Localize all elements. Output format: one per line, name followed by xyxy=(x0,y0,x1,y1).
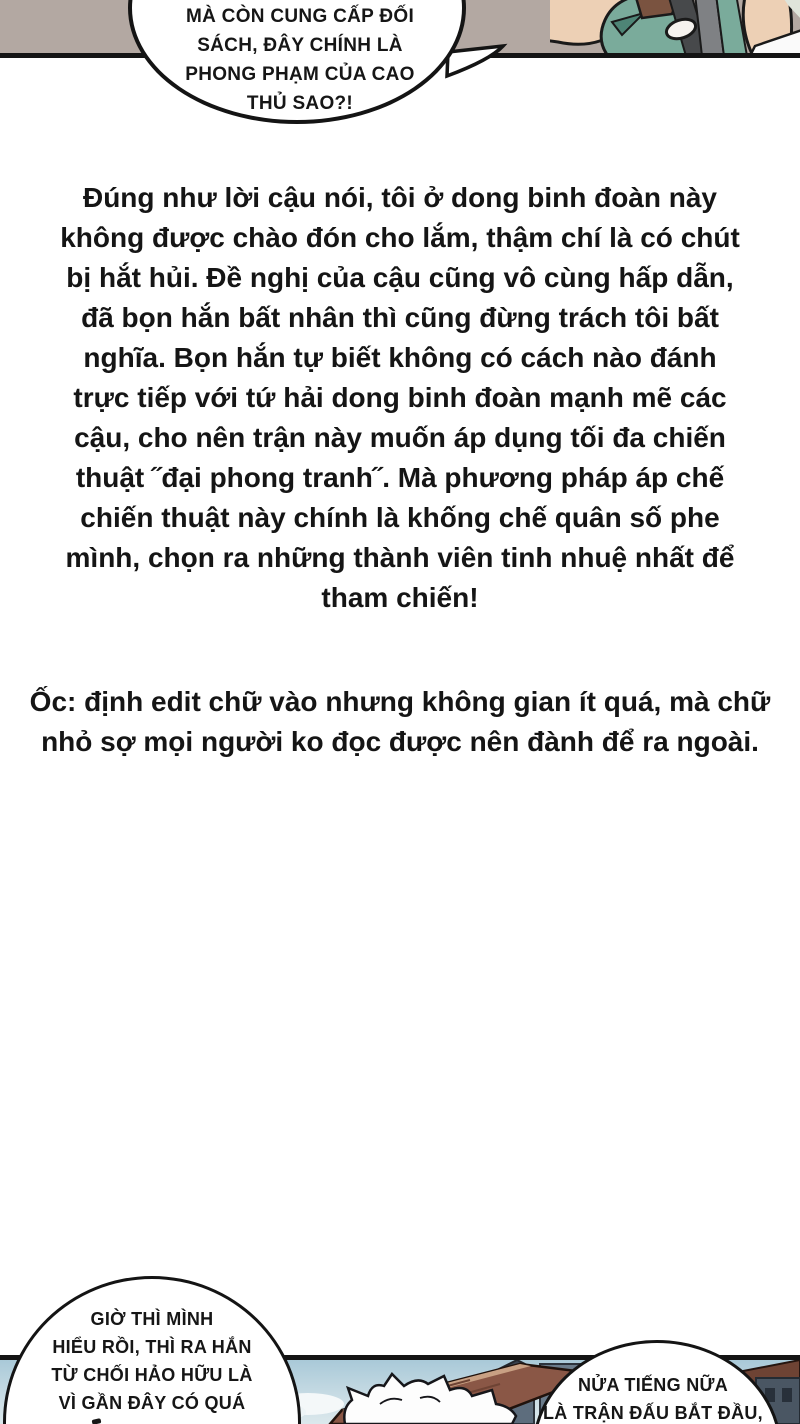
bubble-text-line: GIỜ THÌ MÌNH xyxy=(90,1309,214,1329)
speech-bubble-bottom-left-text xyxy=(12,1305,292,1417)
bubble-text-line: LÀ TRẬN ĐẤU BẮT ĐẦU, xyxy=(543,1403,763,1423)
narration-line: nghĩa. Bọn hắn tự biết không có cách nào đánh xyxy=(83,342,717,373)
narration-line: thuật ˝đại phong tranh˝. Mà phương pháp áp chế xyxy=(75,462,725,493)
bubble-text-line: TỪ CHỐI HẢO HỮU LÀ xyxy=(51,1365,253,1385)
narration-line: chiến thuật này chính là khống chế quân số phe xyxy=(80,502,720,533)
narration-line: Đúng như lời cậu nói, tôi ở dong binh đoàn này xyxy=(82,182,718,213)
bubble-text-line: MÀ CÒN CUNG CẤP ĐỐI xyxy=(185,6,415,27)
narration-line: cậu, cho nên trận này muốn áp dụng tối đa chiến xyxy=(74,422,726,453)
bubble-text-line: SÁCH, ĐÂY CHÍNH LÀ xyxy=(197,35,403,56)
narration-line: bị hắt hủi. Đề nghị của cậu cũng vô cùng hấp dẫn, xyxy=(66,262,734,293)
translator-note-line: Ốc: định edit chữ vào nhưng không gian ít quá, mà chữ xyxy=(29,686,771,717)
narration-block xyxy=(0,178,800,618)
bubble-text-line: HIỂU RỒI, THÌ RA HẮN xyxy=(52,1337,252,1357)
narration-line: tham chiến! xyxy=(321,582,479,613)
speech-bubble-bottom-right-text xyxy=(528,1371,778,1424)
narration-line: trực tiếp với tứ hải dong binh đoàn mạnh mẽ các xyxy=(73,382,727,413)
bubble-text-line: NỬA TIẾNG NỮA xyxy=(577,1375,729,1395)
window xyxy=(782,1388,792,1402)
bubble-text-line: PHONG PHẠM CỦA CAO xyxy=(185,64,415,85)
speech-bubble-top-text xyxy=(140,2,460,118)
narration-line: đã bọn hắn bất nhân thì cũng đừng trách tôi bất xyxy=(81,302,719,333)
translator-note xyxy=(0,682,800,762)
translator-note-line: nhỏ sợ mọi người ko đọc được nên đành để ra ngoài. xyxy=(41,726,759,757)
bubble-text-line: THỦ SAO?! xyxy=(246,93,354,114)
cutoff-text-mark xyxy=(92,1418,102,1424)
character-artwork-top xyxy=(550,0,800,53)
bubble-text-line: VÌ GẦN ĐÂY CÓ QUÁ xyxy=(58,1393,246,1413)
narration-line: không được chào đón cho lắm, thậm chí là có chút xyxy=(60,222,740,253)
narration-line: mình, chọn ra những thành viên tinh nhuệ nhất để xyxy=(65,542,735,573)
